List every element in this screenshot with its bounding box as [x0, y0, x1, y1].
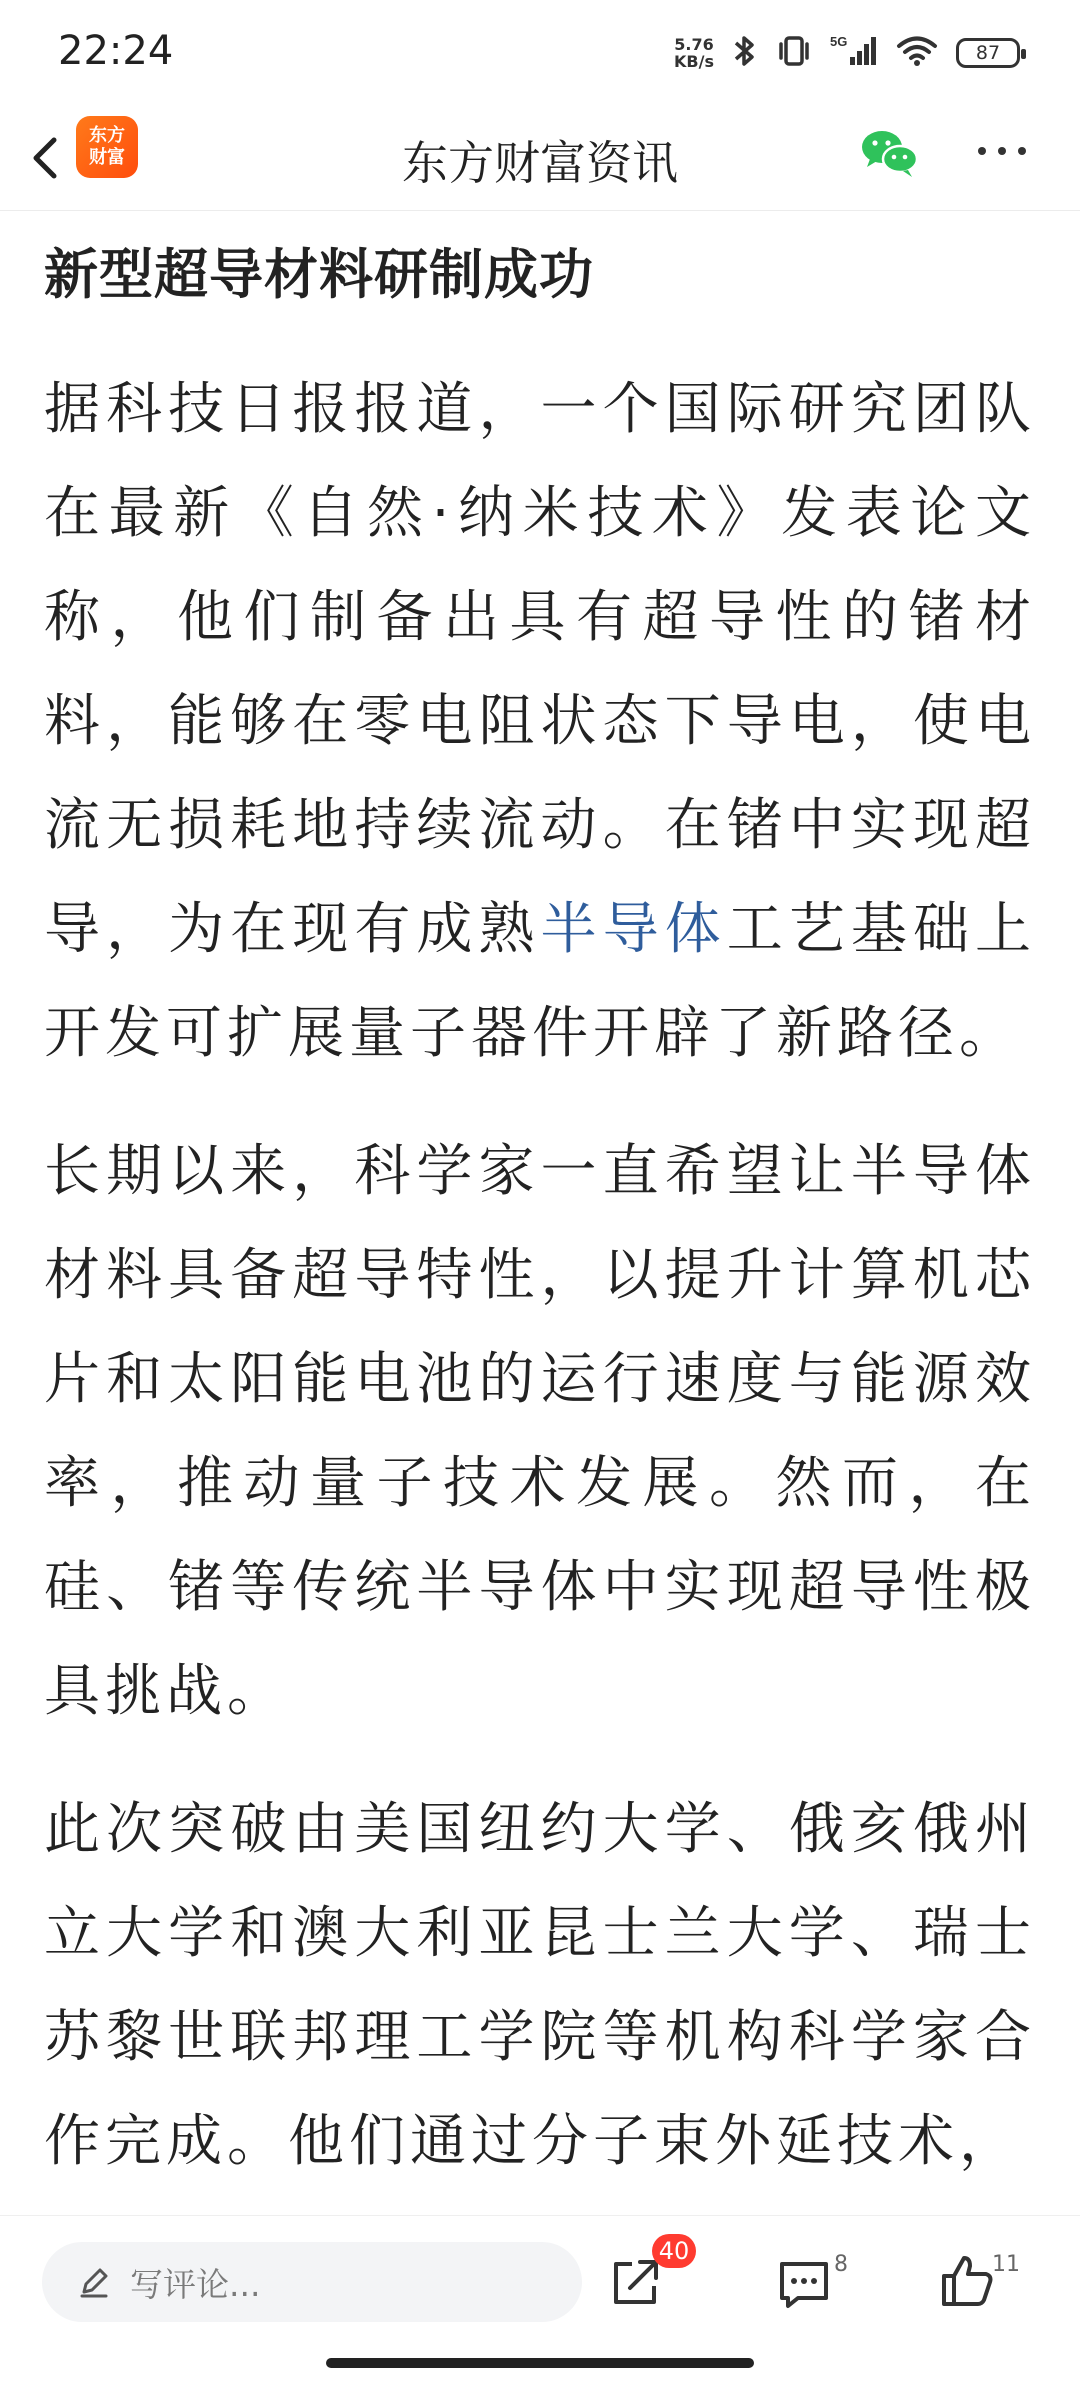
battery-icon [956, 38, 1020, 68]
page-title: 东方财富资讯 [402, 136, 678, 190]
more-icon [972, 131, 1032, 171]
bluetooth-icon [732, 33, 758, 73]
article-headline: 新型超导材料研制成功 [44, 243, 594, 306]
comment-icon [776, 2256, 832, 2312]
vibrate-icon [776, 34, 812, 72]
more-button[interactable] [972, 131, 1032, 171]
like-icon [938, 2252, 996, 2310]
bottom-action-bar [0, 2215, 1080, 2401]
comment-placeholder: 写评论... [130, 2264, 261, 2304]
like-count: 11 [992, 2252, 1020, 2277]
like-button[interactable] [938, 2252, 996, 2310]
wechat-icon [858, 121, 922, 185]
status-icons [674, 28, 1020, 78]
comment-count: 8 [834, 2252, 848, 2277]
paragraph-text: 工艺基础上开发可扩展量子器件开辟了新路径。 [44, 897, 1037, 1066]
article-paragraph: 此次突破由美国纽约大学、俄亥俄州立大学和澳大利亚昆士兰大学、瑞士苏黎世联邦理工学院等机构科学家合作完成。他们通过分子束外延技术， [44, 1797, 1036, 2174]
share-count-badge: 40 [652, 2234, 696, 2268]
article-paragraph [44, 358, 1036, 1086]
comment-input[interactable] [42, 2242, 582, 2322]
paragraph-text: 据科技日报报道，一个国际研究团队在最新《自然·纳米技术》发表论文称，他们制备出具有超导性的锗材料，能够在零电阻状态下导电，使电流无损耗地持续流动。在锗中实现超导，为在现有成熟 [44, 377, 1036, 962]
network-speed [674, 36, 714, 70]
status-bar [0, 0, 1080, 105]
network-type-label: 5G [830, 34, 848, 49]
home-indicator[interactable] [326, 2358, 754, 2368]
logo-line2: 财富 [89, 147, 125, 168]
article-body [44, 240, 1036, 2228]
app-header [0, 105, 1080, 211]
comments-button[interactable] [776, 2256, 832, 2312]
stock-link-semiconductor[interactable]: 半导体 [540, 897, 727, 962]
status-time: 22:24 [58, 28, 174, 74]
network-speed-unit: KB/s [674, 52, 714, 71]
logo-line1: 东方 [89, 125, 125, 146]
network-speed-value: 5.76 [674, 35, 714, 54]
wifi-icon [896, 35, 938, 71]
signal-icon [830, 33, 878, 73]
article-paragraph: 长期以来，科学家一直希望让半导体材料具备超导特性，以提升计算机芯片和太阳能电池的运行速度与能源效率，推动量子技术发展。然而，在硅、锗等传统半导体中实现超导性极具挑战。 [44, 1139, 1036, 1724]
battery-level: 87 [975, 42, 1001, 64]
wechat-share-button[interactable] [858, 121, 922, 185]
pen-icon [76, 2264, 112, 2300]
